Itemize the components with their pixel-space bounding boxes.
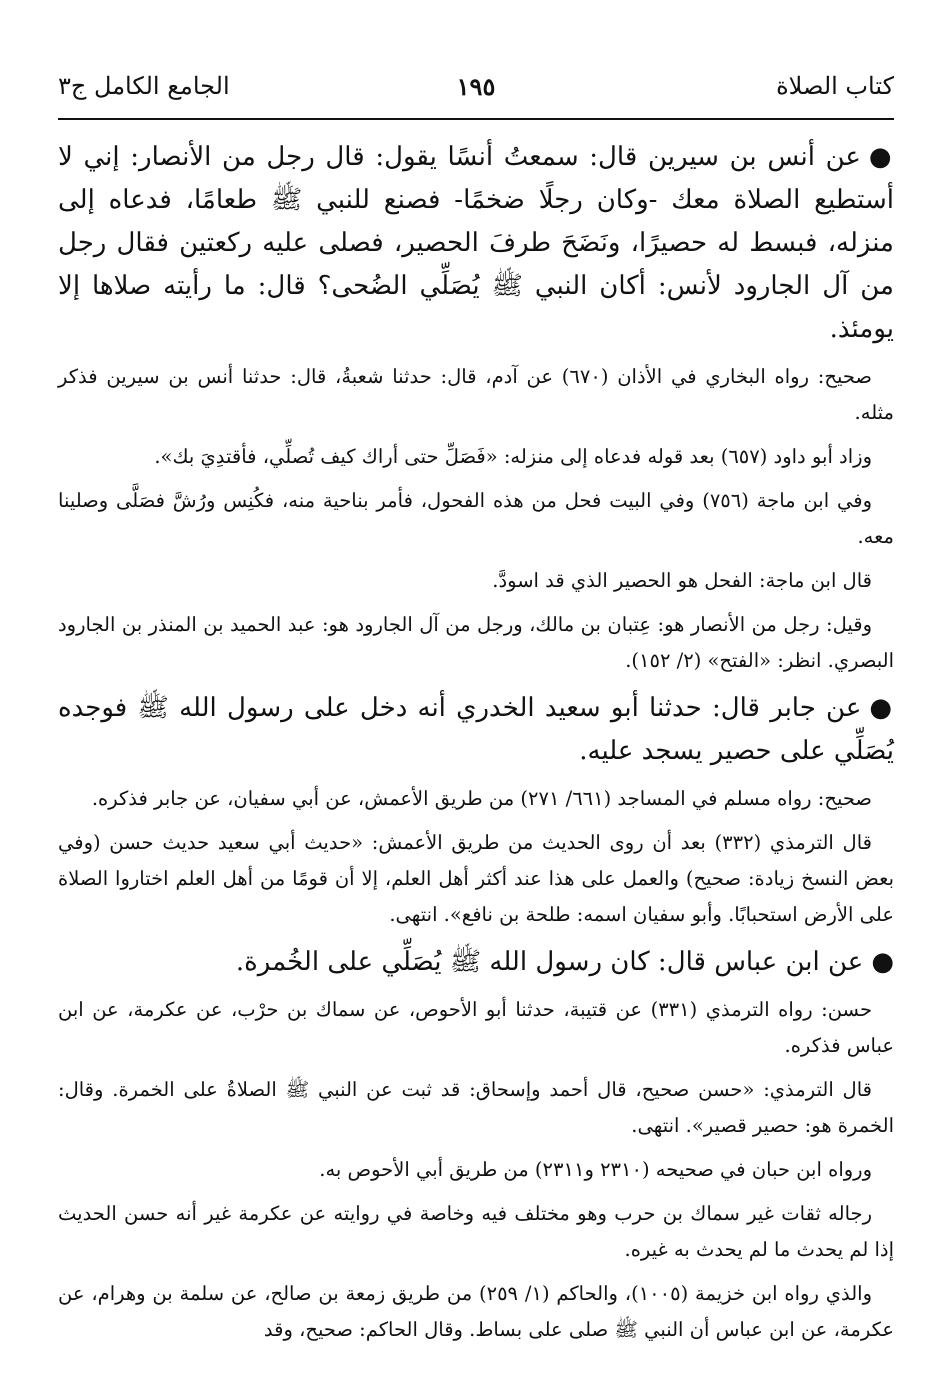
- commentary-paragraph: وفي ابن ماجة (٧٥٦) وفي البيت فحل من هذه الفحول، فأمر بناحية منه، فكُنِس ورُشَّ فصَلَّى وصلينا معه.: [58, 489, 894, 548]
- hadith-text: عن أنس بن سيرين قال: سمعتُ أنسًا يقول: قال رجل من الأنصار: إني لا أستطيع الصلاة معك -وكان رجلًا ضخمًا- فصنع للنبي ﷺ طعامًا، فدعاه إلى منزله، فبسط له حصيرًا، ونَضَحَ طرفَ الحصير، فصلى عليه ركعتين فقال رجل من آل الجارود لأنس: أكان النبي ﷺ يُصَلِّي الضُحى؟ قال: ما رأيته صلاها إلا يومئذ.: [58, 142, 894, 344]
- book-title: الجامع الكامل ج٣: [58, 72, 230, 100]
- commentary-paragraph: وزاد أبو داود (٦٥٧) بعد قوله فدعاه إلى منزله: «فَصَلِّ حتى أراك كيف تُصلِّي، فأقتدِيَ بك».: [154, 445, 872, 468]
- commentary-paragraph: ورواه ابن حبان في صحيحه (٢٣١٠ و٢٣١١) من طريق أبي الأحوص به.: [319, 1158, 872, 1181]
- commentary-paragraph: رجاله ثقات غير سماك بن حرب وهو مختلف فيه وخاصة في روايته عن عكرمة غير أنه حسن الحديث إذا لم يحدث ما لم يحدث به غيره.: [58, 1202, 894, 1261]
- hadith-text: عن ابن عباس قال: كان رسول الله ﷺ يُصَلِّي على الخُمرة.: [235, 947, 864, 977]
- page-content: [58, 134, 894, 1356]
- bullet-icon: ●: [868, 142, 894, 172]
- commentary-paragraph: والذي رواه ابن خزيمة (١٠٠٥)، والحاكم (١/ ٢٥٩) من طريق زمعة بن صالح، عن سلمة بن وهرام، عن عكرمة، عن ابن عباس أن النبي ﷺ صلى على بساط. وقال الحاكم: صحيح، وقد: [58, 1282, 894, 1341]
- commentary-paragraph: وقيل: رجل من الأنصار هو: عِتبان بن مالك، ورجل من آل الجارود هو: عبد الحميد بن المنذر بن الجارود البصري. انظر: «الفتح» (٢/ ١٥٢).: [58, 613, 894, 672]
- page-header: [58, 72, 894, 112]
- bullet-icon: ●: [871, 947, 894, 977]
- header-rule: [58, 118, 894, 120]
- page-number: ١٩٥: [456, 72, 496, 101]
- hadith-paragraph: [58, 136, 894, 351]
- hadith-paragraph: [58, 941, 894, 984]
- commentary-paragraph: قال الترمذي: «حسن صحيح، قال أحمد وإسحاق: قد ثبت عن النبي ﷺ الصلاةُ على الخمرة. وقال: الخمرة هو: حصير قصير». انتهى.: [58, 1078, 894, 1137]
- hadith-paragraph: [58, 687, 894, 773]
- chapter-title: كتاب الصلاة: [776, 72, 894, 100]
- bullet-icon: ●: [869, 693, 894, 723]
- commentary-paragraph: صحيح: رواه البخاري في الأذان (٦٧٠) عن آدم، قال: حدثنا شعبةُ، قال: حدثنا أنس بن سيرين فذكر مثله.: [58, 365, 894, 424]
- commentary-paragraph: قال ابن ماجة: الفحل هو الحصير الذي قد اسودَّ.: [492, 569, 872, 592]
- commentary-paragraph: حسن: رواه الترمذي (٣٣١) عن قتيبة، حدثنا أبو الأحوص، عن سماك بن حرْب، عن عكرمة، عن ابن عباس فذكره.: [58, 998, 894, 1057]
- commentary-paragraph: قال الترمذي (٣٣٢) بعد أن روى الحديث من طريق الأعمش: «حديث أبي سعيد حديث حسن (وفي بعض النسخ زيادة: صحيح) والعمل على هذا عند أكثر أهل العلم، إلا أن قومًا من أهل العلم اختاروا الصلاة على الأرض استحبابًا. وأبو سفيان اسمه: طلحة بن نافع». انتهى.: [58, 831, 894, 926]
- hadith-text: عن جابر قال: حدثنا أبو سعيد الخدري أنه دخل على رسول الله ﷺ فوجده يُصَلِّي على حصير يسجد عليه.: [58, 693, 894, 766]
- commentary-paragraph: صحيح: رواه مسلم في المساجد (٦٦١/ ٢٧١) من طريق الأعمش، عن أبي سفيان، عن جابر فذكره.: [91, 787, 872, 810]
